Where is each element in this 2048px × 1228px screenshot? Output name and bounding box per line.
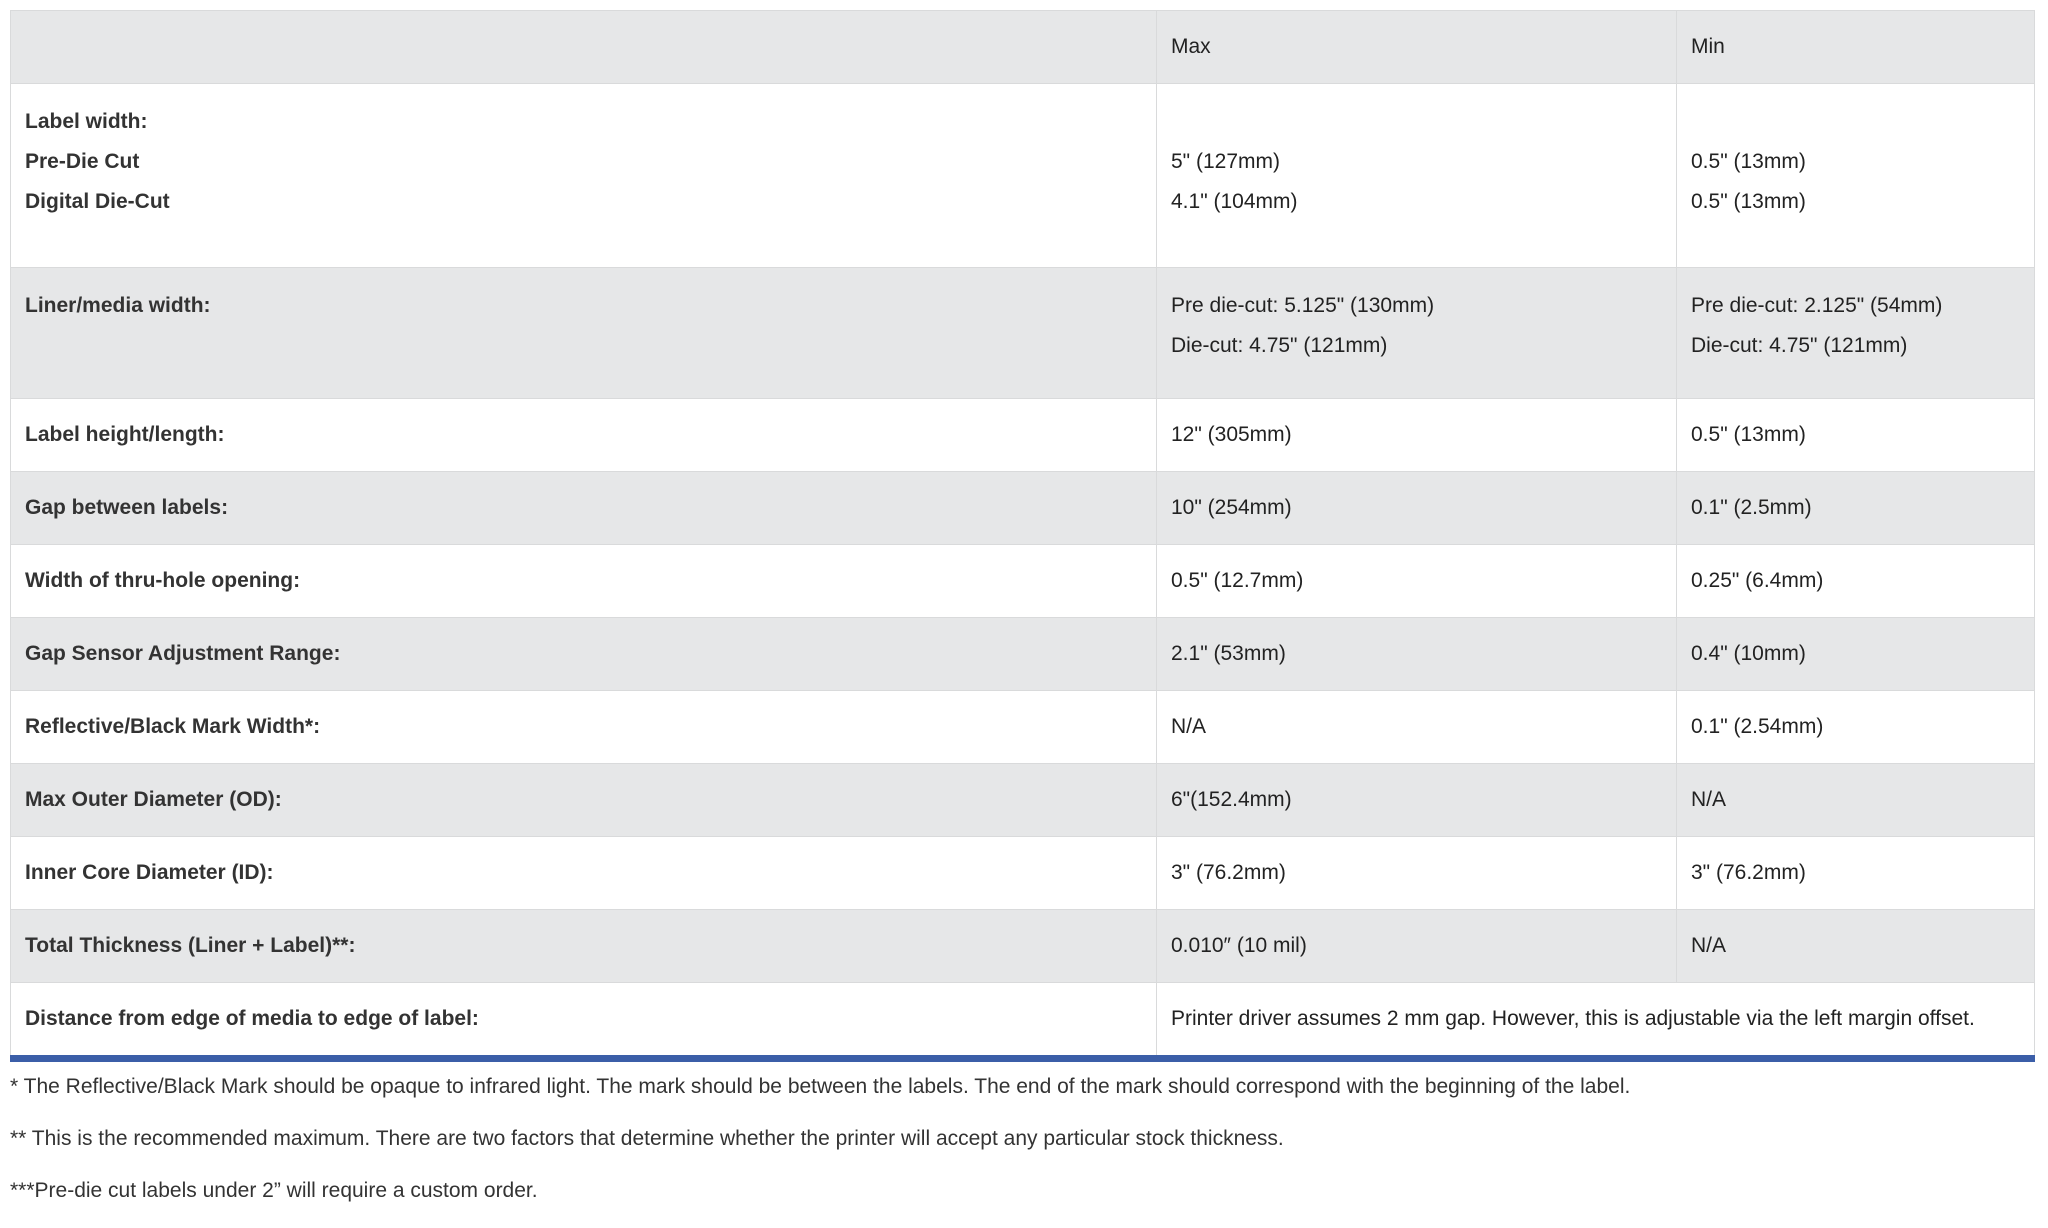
min-value <box>1677 84 2035 268</box>
table-header-row <box>11 11 2035 84</box>
min-value: N/A <box>1677 910 2035 983</box>
table-row-liner-width <box>11 268 2035 399</box>
value-line: Die-cut: 4.75" (121mm) <box>1691 334 1908 357</box>
row-label: Total Thickness (Liner + Label)**: <box>11 910 1157 983</box>
label-line: Pre-Die Cut <box>25 150 140 173</box>
value-line: Pre die-cut: 2.125" (54mm) <box>1691 294 1943 317</box>
header-min: Min <box>1677 11 2035 84</box>
table-row <box>11 691 2035 764</box>
table-row <box>11 910 2035 983</box>
min-value: 3" (76.2mm) <box>1677 837 2035 910</box>
blank-line <box>1691 102 2020 142</box>
min-value: N/A <box>1677 764 2035 837</box>
min-value <box>1677 268 2035 399</box>
row-label <box>11 84 1157 268</box>
row-label: Distance from edge of media to edge of label: <box>11 983 1157 1059</box>
header-max: Max <box>1157 11 1677 84</box>
label-line: Label width: <box>25 110 148 133</box>
spanned-value: Printer driver assumes 2 mm gap. However, this is adjustable via the left margin offset. <box>1157 983 2035 1059</box>
blank-line <box>1171 102 1662 142</box>
label-line: Digital Die-Cut <box>25 190 170 213</box>
table-row <box>11 545 2035 618</box>
value-line: 0.5" (13mm) <box>1691 150 1806 173</box>
value-line: Pre die-cut: 5.125" (130mm) <box>1171 294 1435 317</box>
row-label: Label height/length: <box>11 399 1157 472</box>
table-row <box>11 472 2035 545</box>
row-label: Width of thru-hole opening: <box>11 545 1157 618</box>
header-spec <box>11 11 1157 84</box>
table-row <box>11 764 2035 837</box>
max-value: 12" (305mm) <box>1157 399 1677 472</box>
footnote-thickness: ** This is the recommended maximum. There are two factors that determine whether the printer will accept any particular stock thickness. <box>10 1127 1284 1150</box>
value-line: 5" (127mm) <box>1171 150 1280 173</box>
footnotes <box>10 1072 2034 1206</box>
value-line: Die-cut: 4.75" (121mm) <box>1171 334 1388 357</box>
row-label: Liner/media width: <box>11 268 1157 399</box>
value-line: 0.5" (13mm) <box>1691 190 1806 213</box>
table-row-edge-distance <box>11 983 2035 1059</box>
row-label: Gap Sensor Adjustment Range: <box>11 618 1157 691</box>
max-value <box>1157 268 1677 399</box>
table-row <box>11 837 2035 910</box>
min-value: 0.1" (2.54mm) <box>1677 691 2035 764</box>
spec-section <box>10 10 2034 1228</box>
min-value: 0.5" (13mm) <box>1677 399 2035 472</box>
max-value: 0.5" (12.7mm) <box>1157 545 1677 618</box>
max-value: N/A <box>1157 691 1677 764</box>
max-value: 10" (254mm) <box>1157 472 1677 545</box>
table-row-label-width <box>11 84 2035 268</box>
min-value: 0.4" (10mm) <box>1677 618 2035 691</box>
table-row <box>11 618 2035 691</box>
footnote-reflective-mark: * The Reflective/Black Mark should be opaque to infrared light. The mark should be between the labels. The end of the mark should correspond with the beginning of the label. <box>10 1075 1631 1098</box>
value-line: 4.1" (104mm) <box>1171 190 1298 213</box>
label-spec-table <box>10 10 2035 1062</box>
min-value: 0.1" (2.5mm) <box>1677 472 2035 545</box>
row-label: Reflective/Black Mark Width*: <box>11 691 1157 764</box>
max-value <box>1157 84 1677 268</box>
footnote-pre-die-cut: ***Pre-die cut labels under 2” will require a custom order. <box>10 1179 538 1202</box>
row-label: Gap between labels: <box>11 472 1157 545</box>
max-value: 2.1" (53mm) <box>1157 618 1677 691</box>
row-label: Max Outer Diameter (OD): <box>11 764 1157 837</box>
max-value: 6"(152.4mm) <box>1157 764 1677 837</box>
min-value: 0.25" (6.4mm) <box>1677 545 2035 618</box>
max-value: 3" (76.2mm) <box>1157 837 1677 910</box>
table-row <box>11 399 2035 472</box>
row-label: Inner Core Diameter (ID): <box>11 837 1157 910</box>
max-value: 0.010″ (10 mil) <box>1157 910 1677 983</box>
